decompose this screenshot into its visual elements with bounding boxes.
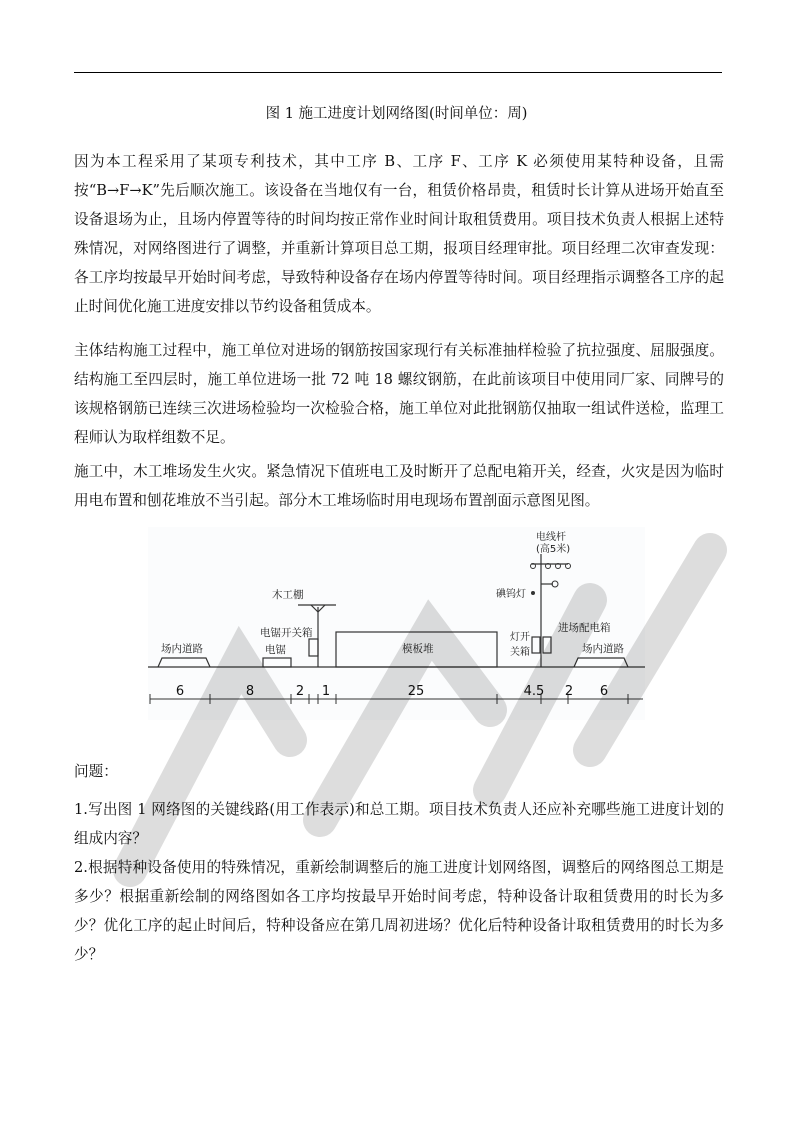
- figure-caption: 图 1 施工进度计划网络图(时间单位：周): [265, 106, 528, 122]
- road-right-label: 场内道路: [582, 643, 624, 655]
- wood-shed-label: 木工棚: [272, 589, 304, 601]
- header-rule: [74, 72, 722, 73]
- dim-3: 2: [295, 684, 305, 699]
- dim-8: 6: [599, 684, 609, 699]
- dim-5: 25: [407, 684, 425, 699]
- pole-height-label: (高5米): [536, 544, 571, 555]
- lamp-mount-dot: [531, 591, 535, 595]
- saw-switch-box-label: 电锯开关箱: [260, 627, 313, 639]
- site-layout-diagram: [148, 527, 645, 720]
- lamp-switch-box-shape: [532, 637, 540, 653]
- dim-7: 2: [564, 684, 574, 699]
- saw-switch-box-shape: [309, 639, 318, 656]
- saw-label: 电锯: [265, 644, 286, 656]
- road-right-shape: [574, 658, 628, 667]
- dim-2: 8: [245, 684, 255, 699]
- pole-label: 电线杆: [536, 532, 566, 543]
- road-left-shape: [158, 658, 210, 667]
- dim-4: 1: [321, 684, 331, 699]
- saw-shape: [263, 658, 291, 667]
- iodine-lamp-label: 碘钨灯: [496, 589, 526, 600]
- question-1: 1.写出图 1 网络图的关键线路(用工作表示)和总工期。项目技术负责人还应补充哪些施工进度计划的组成内容？: [74, 801, 724, 847]
- lamp-switch-box-label-2: 关箱: [510, 647, 530, 658]
- paragraph-3: 施工中，木工堆场发生火灾。紧急情况下值班电工及时断开了总配电箱开关，经查，火灾是因为临时用电布置和刨花堆放不当引起。部分木工堆场临时用电现场布置剖面示意图见图。: [74, 463, 724, 509]
- lamp-switch-box-label-1: 灯开: [510, 632, 530, 643]
- formwork-pile-label: 模板堆: [402, 643, 434, 655]
- paragraph-2: 主体结构施工过程中，施工单位对进场的钢筋按国家现行有关标准抽样检验了抗拉强度、屈服强度。结构施工至四层时，施工单位进场一批 72 吨 18 螺纹钢筋，在此前该项目中使用同厂家、同牌号的该规格钢筋已连续三次进场检验均一次检验合格，施工单位对此批钢筋仅抽取一组试件送检，监理工程师认为取样组数不足。: [74, 342, 724, 446]
- dim-6: 4.5: [523, 684, 545, 699]
- wood-shed-brace-left: [311, 605, 318, 612]
- road-left-label: 场内道路: [161, 643, 203, 655]
- dim-1: 6: [175, 684, 185, 699]
- distribution-box-label: 进场配电箱: [558, 622, 611, 634]
- question-2: 2.根据特种设备使用的特殊情况，重新绘制调整后的施工进度计划网络图，调整后的网络图总工期是多少？根据重新绘制的网络图如各工序均按最早开始时间考虑，特种设备计取租赁费用的时长为多少？优化工序的起止时间后，特种设备应在第几周初进场？优化后特种设备计取租赁费用的时长为多少？: [74, 859, 724, 963]
- site-layout-figure: [148, 527, 645, 720]
- paragraph-1: 因为本工程采用了某项专利技术，其中工序 B、工序 F、工序 K 必须使用某特种设备，且需按“B→F→K”先后顺次施工。该设备在当地仅有一台，租赁价格昂贵，租赁时长计算从进场开始直至设备退场为止，且场内停置等待的时间均按正常作业时间计取租赁费用。项目技术负责人根据上述特殊情况，对网络图进行了调整，并重新计算项目总工期，报项目经理审批。项目经理二次审查发现：各工序均按最早开始时间考虑，导致特种设备存在场内停置等待时间。项目经理指示调整各工序的起止时间优化施工进度安排以节约设备租赁成本。: [74, 153, 724, 315]
- wood-shed-brace-right: [318, 605, 325, 612]
- distribution-box-shape: [543, 637, 551, 653]
- questions-heading: 问题：: [74, 763, 118, 780]
